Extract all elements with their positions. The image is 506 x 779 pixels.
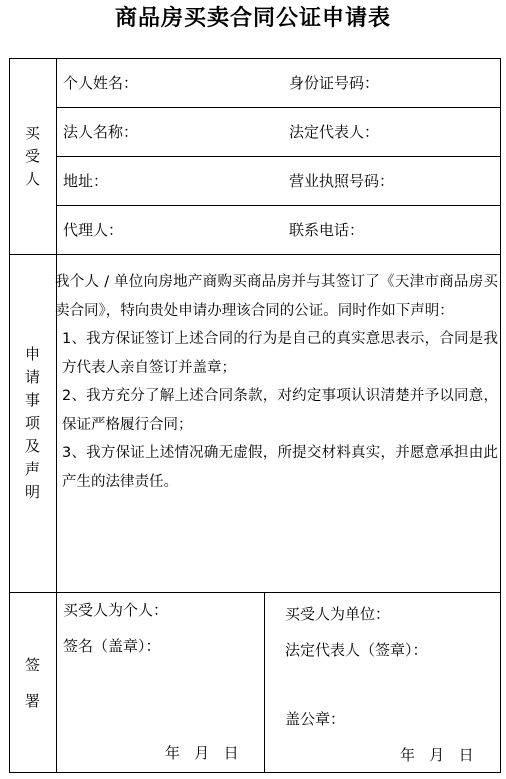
declaration-intro: 我个人 / 单位向房地产商购买商品房并与其签订了《天津市商品房买卖合同》，特向贵处申请办理该合同的公证。同时作如下声明： [55, 274, 498, 319]
label-char: 明 [24, 482, 40, 501]
address-field: 地址： [63, 172, 109, 190]
label-column-divider [56, 58, 57, 773]
buyer-section-label [9, 58, 56, 254]
label-char: 项 [24, 413, 40, 432]
label-char: 及 [24, 436, 40, 455]
label-char: 买 [24, 123, 40, 142]
label-char: 署 [24, 691, 40, 710]
row-divider [56, 156, 501, 157]
entity-buyer-heading: 买受人为单位： [285, 605, 391, 623]
individual-buyer-heading: 买受人为个人： [63, 601, 169, 619]
declaration-item-3: 3、我方保证上述情况确无虚假，所提交材料真实，并愿意承担由此产生的法律责任。 [62, 445, 498, 490]
declaration-text [55, 268, 498, 496]
section-divider [9, 592, 501, 593]
label-char: 声 [24, 459, 40, 478]
label-char: 受 [24, 146, 40, 165]
form-title: 商品房买卖合同公证申请表 [114, 6, 391, 31]
label-char: 请 [24, 367, 40, 386]
declaration-item-2: 2、我方充分了解上述合同条款，对约定事项认识清楚并予以同意，保证严格履行合同； [62, 388, 498, 433]
individual-date: 年 月 日 [165, 744, 239, 762]
declaration-item-1: 1、我方保证签订上述合同的行为是自己的真实意思表示，合同是我方代表人亲自签订并盖章； [62, 331, 498, 376]
label-char: 签 [24, 655, 40, 674]
legal-representative-field: 法定代表人： [289, 123, 380, 141]
id-number-field: 身份证号码： [289, 74, 380, 92]
signature-column-divider [264, 592, 265, 773]
agent-field: 代理人： [63, 221, 124, 239]
row-divider [56, 205, 501, 206]
section-divider [9, 254, 501, 255]
entity-seal-field: 盖公章： [285, 710, 346, 728]
legal-entity-name-field: 法人名称： [63, 123, 139, 141]
individual-signature-field: 签名（盖章）： [63, 637, 161, 655]
entity-representative-signature-field: 法定代表人（签章）： [285, 641, 428, 659]
business-license-field: 营业执照号码： [289, 172, 395, 190]
row-divider [56, 107, 501, 108]
personal-name-field: 个人姓名： [63, 74, 139, 92]
phone-field: 联系电话： [289, 221, 365, 239]
label-char: 事 [24, 390, 40, 409]
application-section-label [9, 254, 56, 592]
entity-date: 年 月 日 [400, 746, 474, 764]
label-char: 人 [24, 169, 40, 188]
signature-section-label [9, 592, 56, 773]
label-char: 申 [24, 344, 40, 363]
